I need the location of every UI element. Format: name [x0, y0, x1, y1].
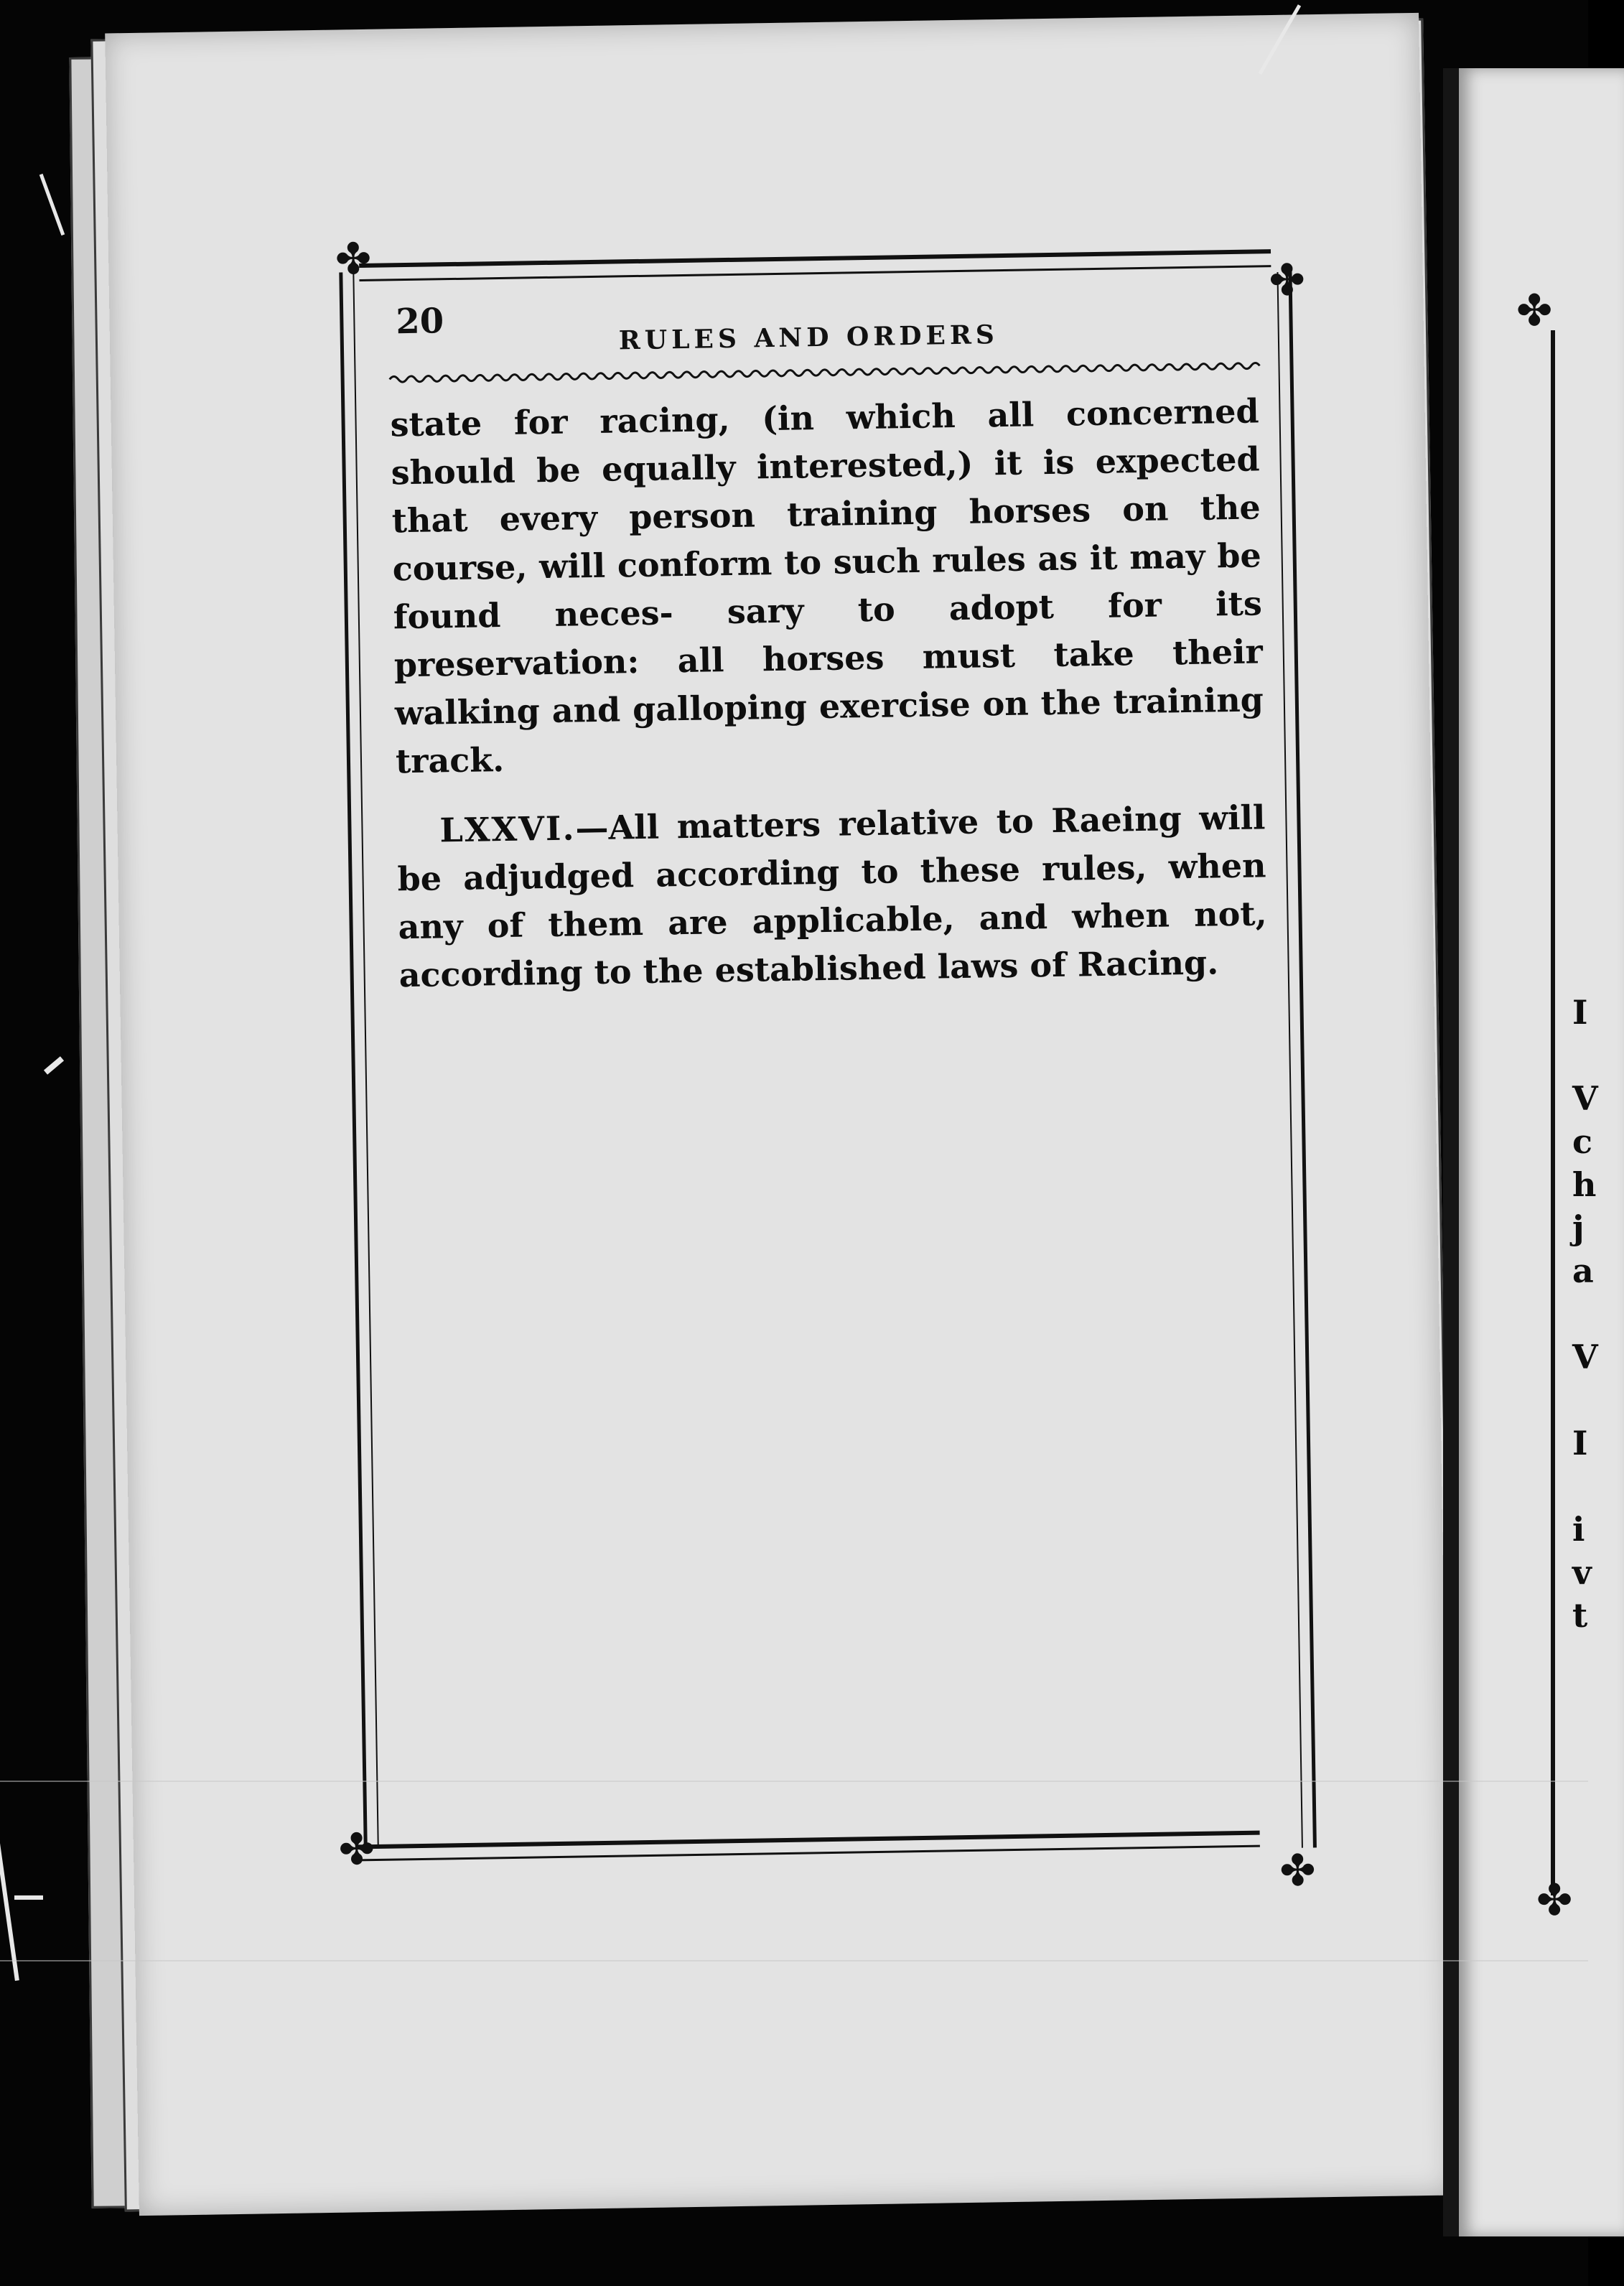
rule-number: LXXVI.: [439, 808, 576, 850]
text-line: to the established laws of Racing.: [594, 943, 1219, 992]
right-page-frame-rule: [1551, 330, 1555, 1895]
right-letter: c: [1572, 1122, 1593, 1161]
wavy-rule: [390, 358, 1259, 386]
text-line: sary to adopt for its preservation: all horses: [393, 584, 1263, 685]
text-line: should be equally interested,) it is expected that: [391, 439, 1260, 541]
right-letter: I: [1572, 1424, 1588, 1462]
scan-scratch: [14, 1895, 43, 1900]
fleuron-icon: ✤: [1536, 1875, 1573, 1926]
right-letter: a: [1572, 1251, 1594, 1290]
right-letter: i: [1572, 1510, 1585, 1549]
page-number: 20: [395, 301, 444, 342]
right-letter: t: [1572, 1596, 1588, 1635]
text-line: must take their walking and galloping exercise: [394, 632, 1264, 733]
text-line: be adjudged according to these rules, when any: [397, 846, 1266, 947]
text-line: —All matters relative to Raeing will: [575, 798, 1266, 848]
right-letter: j: [1572, 1208, 1585, 1247]
right-letter: I: [1572, 993, 1588, 1032]
right-letter: v: [1572, 1553, 1592, 1592]
text-line: conform to such rules as it may be found neces-: [393, 536, 1262, 637]
right-letter: [1572, 1292, 1598, 1335]
text-frame: [316, 233, 1346, 1897]
text-line: every person training horses on the course, will: [392, 487, 1261, 589]
scan-line: [0, 1960, 1588, 1961]
text-line: on the training track.: [395, 680, 1264, 781]
frame-rule-left: [339, 272, 378, 1848]
right-page-letters: [1572, 991, 1598, 1637]
paragraph-continued: [390, 387, 1264, 785]
right-letter: h: [1572, 1165, 1597, 1204]
scan-line: [0, 1781, 1588, 1782]
fleuron-icon: ✤: [1516, 286, 1553, 336]
paragraph-lxxvi: [396, 793, 1268, 999]
right-letter: [1572, 1034, 1598, 1077]
scan-scratch: [0, 1767, 19, 1981]
right-letter: [1572, 1378, 1598, 1422]
right-letter: [1572, 1465, 1598, 1508]
running-head: RULES AND ORDERS: [618, 319, 999, 356]
fleuron-icon: ✤: [1268, 255, 1306, 307]
right-letter: V: [1572, 1079, 1598, 1118]
fleuron-icon: ✤: [338, 1824, 375, 1875]
frame-rule-right: [1277, 272, 1316, 1848]
body-text: [390, 387, 1268, 999]
frame-rule-bottom: [355, 1831, 1260, 1862]
scan-scratch: [44, 1056, 64, 1074]
fleuron-icon: ✤: [335, 233, 372, 285]
text-line: of them are applicable, and when not, according: [398, 894, 1267, 995]
right-letter: V: [1572, 1338, 1598, 1376]
fleuron-icon: ✤: [1279, 1845, 1317, 1897]
scan-scratch: [39, 174, 65, 235]
text-line: state for racing, (in which all concerned: [390, 391, 1259, 444]
